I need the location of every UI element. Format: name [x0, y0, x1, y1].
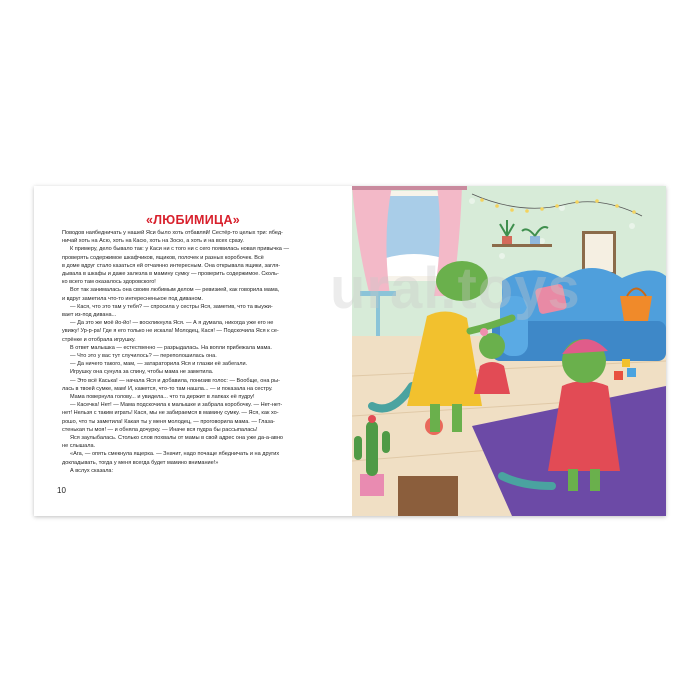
- kasya-bow: [480, 328, 488, 336]
- text-line: не слышала.: [62, 443, 96, 450]
- text-line: А вслух сказала:: [70, 467, 114, 474]
- text-line: ко всего там оказалось здоровского!: [62, 279, 156, 286]
- text-line: Поводов наябедничать у нашей Яси было хоть отбавляй! Сестёр-то целых три: ябед-: [62, 230, 283, 236]
- text-line: В ответ малышка — естественно — разрыдалась. На вопли прибежала мама.: [70, 344, 272, 351]
- text-line: Яся заулыбалась. Столько слов похвалы от мамы в свой адрес она уже да-а-авно: [70, 435, 284, 442]
- page-number: 10: [57, 486, 66, 495]
- text-line: проверять содержимое шкафчиков, ящиков, полочек и разных коробочек. Всё: [62, 254, 264, 261]
- text-line: Вот так занималась она своим любимым делом — ревизией, как говорила мама,: [70, 287, 280, 294]
- plant-pot: [502, 236, 512, 244]
- wall-picture-inner: [585, 234, 613, 272]
- cactus-pot: [360, 474, 384, 496]
- text-line: — Да это же моё йо-йо! — воскликнула Яся. — А я думала, никогда уже его не: [70, 320, 274, 327]
- text-line: нет! Нельзя с таким играть! Кася, мы не забираемся в мамину сумку. — Яся, как хо-: [62, 410, 279, 417]
- story-title: «ЛЮБИМИЦА»: [145, 213, 241, 227]
- text-line: дывала в шкафы и даже залезла в мамину сумку — проверить содержимое. Сколь-: [62, 271, 279, 278]
- text-line: лась в твоей сумке, мам! И, кажется, что-то там нашла... — и показала на сестру.: [62, 385, 273, 392]
- text-line: ничай хоть на Асю, хоть на Касю, хоть на Зосю, а хоть и на всех сразу.: [62, 238, 244, 245]
- kasya-head: [479, 333, 505, 359]
- illustration-page: [352, 186, 666, 516]
- story-text: [62, 229, 334, 475]
- handbag: [620, 296, 652, 321]
- text-line: К примеру, дело бывало так: у Каси ни с того ни с сего появилась новая привычка —: [70, 246, 289, 253]
- text-line: докладывать, тогда у меня всегда будет мамино внимание!»: [62, 459, 219, 466]
- text-line: в доме вдруг стало казаться ей отчаянно интересным. Она открывала ящики, загля-: [62, 262, 281, 269]
- text-line: — Да ничего такого, мам, — затараторила Яся и глазки её забегали.: [70, 361, 248, 368]
- text-line: вает из-под дивана...: [62, 312, 117, 319]
- mom-leg: [452, 404, 462, 432]
- text-line: увижу! Ур-р-ра! Где я его только не искала! Молодец, Кася! — Подскочила Яся к се-: [62, 328, 279, 335]
- toy-block: [622, 359, 630, 367]
- cardboard-box: [398, 476, 458, 516]
- toy-block: [627, 368, 636, 377]
- cactus-flower: [368, 415, 376, 423]
- book-spread: [34, 186, 666, 516]
- mom-leg: [430, 404, 440, 432]
- text-line: «Ага, — опять смекнула ящерка. — Значит, надо почаще ябедничать и на других: [70, 451, 280, 458]
- wall-shelf: [492, 244, 552, 247]
- left-page: [34, 186, 352, 516]
- text-line: — Что это у вас тут случилось? — переполошилась она.: [70, 353, 217, 360]
- yasya-leg: [568, 469, 578, 491]
- cactus-arm: [382, 431, 390, 453]
- text-line: — Это всё Каська! — начала Яся и добавила, понизив голос: — Вообще, она ры-: [70, 377, 280, 384]
- room-illustration: [352, 186, 666, 516]
- watermark: ural.toys: [330, 256, 581, 321]
- text-line: и вдруг заметила что-то интересненькое под диваном.: [62, 295, 203, 302]
- text-line: рошо, что ты заметила! Какая ты у меня молодец, — проговорила мама. — Глаза-: [62, 418, 275, 425]
- text-line: стенькая ты моя! — и обняла дочурку. — Иначе вся пудра бы рассыпалась!: [62, 426, 258, 433]
- text-line: Игрушку она сунула за спину, чтобы мама не заметила.: [70, 369, 214, 376]
- text-line: стрёнке и отобрала игрушку.: [62, 336, 136, 343]
- text-line: — Кася, что это там у тебя? — спросила у сестры Яся, заметив, что та выужи-: [70, 303, 273, 310]
- text-line: — Касечка! Нет! — Мама подскочила к малышке и забрала коробочку. — Нет-нет-: [70, 402, 283, 409]
- cactus-body: [366, 421, 378, 476]
- plant-pot-2: [530, 236, 540, 244]
- text-line: Мама повернула голову... и увидела... что та держит в лапках её пудру!: [70, 394, 255, 401]
- cactus-arm: [354, 436, 362, 460]
- curtain-rod: [352, 186, 467, 190]
- toy-block: [614, 371, 623, 380]
- yasya-leg: [590, 469, 600, 491]
